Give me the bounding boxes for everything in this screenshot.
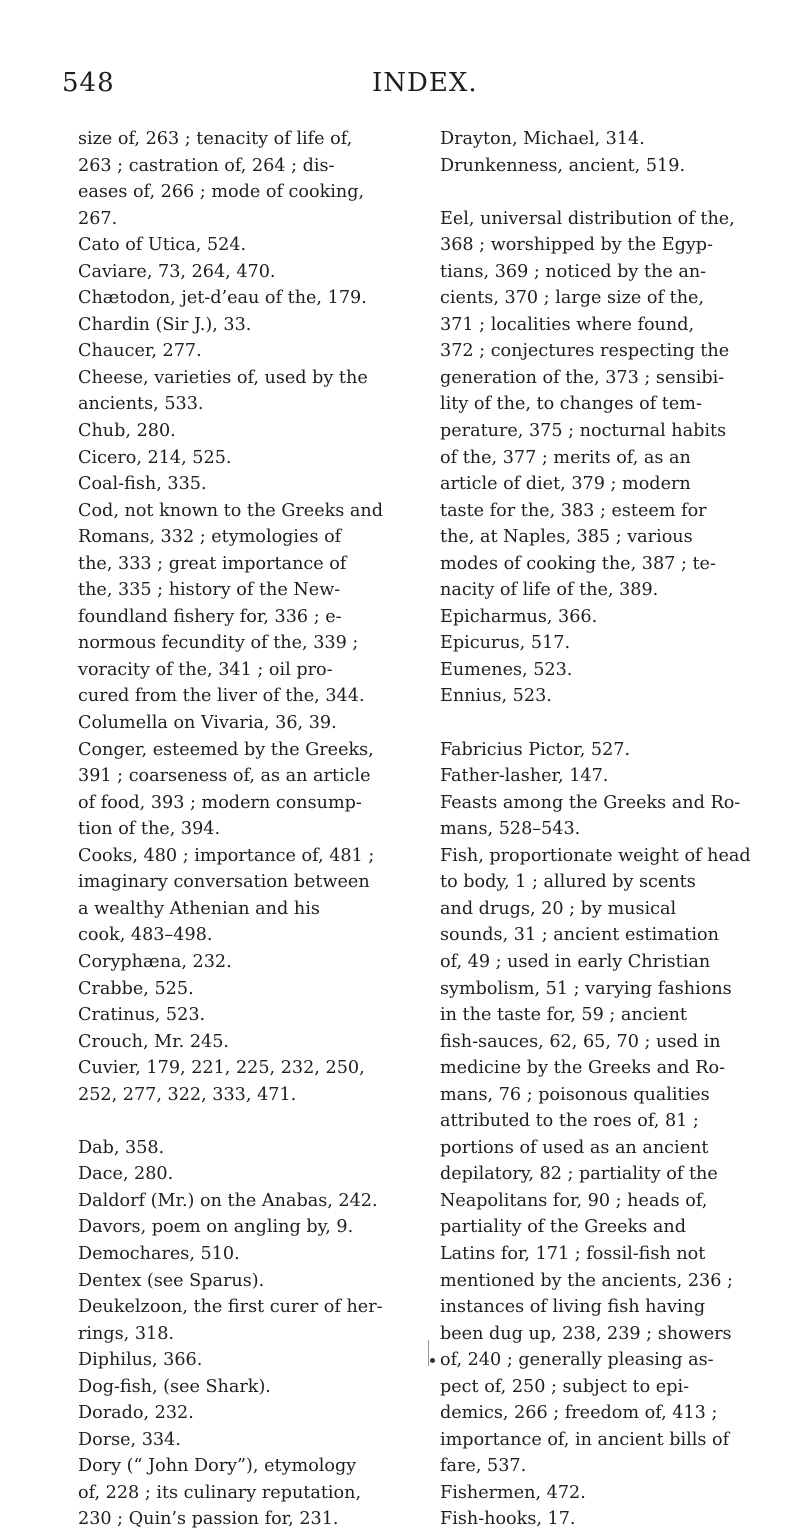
index-entry bbox=[78, 338, 418, 365]
index-entry-line: 230 ; Quin’s passion for, 231. bbox=[78, 1509, 339, 1530]
index-entry-line: Chub, 280. bbox=[78, 421, 176, 442]
index-entry-line: Dory (“ John Dory”), etymology bbox=[78, 1456, 357, 1477]
index-entry-line: in the taste for, 59 ; ancient bbox=[440, 1005, 687, 1026]
index-entry-line: Eumenes, 523. bbox=[440, 659, 573, 680]
index-entry bbox=[440, 683, 780, 710]
index-entry-line: Fabricius Pictor, 527. bbox=[440, 739, 631, 760]
index-entry bbox=[78, 232, 418, 259]
index-entry-line: attributed to the roes of, 81 ; bbox=[440, 1111, 699, 1132]
index-entry-line: the, 335 ; history of the New- bbox=[78, 580, 341, 601]
index-entry-line: medicine by the Greeks and Ro- bbox=[440, 1058, 726, 1079]
index-entry-line: fish-sauces, 62, 65, 70 ; used in bbox=[440, 1031, 721, 1052]
index-entry bbox=[78, 365, 418, 418]
index-entry-line: Davors, poem on angling by, 9. bbox=[78, 1217, 354, 1238]
index-entry-line: size of, 263 ; tenacity of life of, bbox=[78, 129, 353, 149]
index-entry-line: Romans, 332 ; etymologies of bbox=[78, 527, 342, 548]
index-entry-line: of, 240 ; generally pleasing as- bbox=[440, 1347, 780, 1374]
index-entry-line: article of diet, 379 ; modern bbox=[440, 474, 691, 495]
index-entry-line: 263 ; castration of, 264 ; dis- bbox=[78, 155, 335, 176]
index-entry-line: rings, 318. bbox=[78, 1323, 175, 1344]
index-entry-line: Cheese, varieties of, used by the bbox=[78, 367, 368, 388]
index-entry bbox=[440, 604, 780, 631]
index-entry-line: Cooks, 480 ; importance of, 481 ; bbox=[78, 845, 375, 866]
index-entry bbox=[440, 843, 780, 1480]
index-entry bbox=[78, 1055, 418, 1108]
index-entry-line: sounds, 31 ; ancient estimation bbox=[440, 925, 719, 946]
index-entry-line: Dorado, 232. bbox=[78, 1403, 194, 1424]
index-entry bbox=[440, 126, 780, 153]
index-entry-line: cured from the liver of the, 344. bbox=[78, 686, 365, 707]
index-entry-line: Deukelzoon, the first curer of her- bbox=[78, 1297, 383, 1318]
index-entry bbox=[78, 1214, 418, 1241]
index-entry-line: of the, 377 ; merits of, as an bbox=[440, 447, 691, 468]
index-entry-line: Ennius, 523. bbox=[440, 686, 552, 707]
index-entry-line: lity of the, to changes of tem- bbox=[440, 394, 702, 415]
index-entry bbox=[78, 1161, 418, 1188]
index-entry-line: tion of the, 394. bbox=[78, 819, 221, 840]
section-gap bbox=[78, 1108, 418, 1135]
index-entry-line: mans, 76 ; poisonous qualities bbox=[440, 1084, 710, 1105]
index-entry-line: importance of, in ancient bills of bbox=[440, 1429, 730, 1450]
index-entry-line: Dace, 280. bbox=[78, 1164, 174, 1185]
index-entry-line: the, 333 ; great importance of bbox=[78, 553, 347, 574]
index-entry-line: of food, 393 ; modern consump- bbox=[78, 792, 362, 813]
index-entry bbox=[78, 976, 418, 1003]
index-entry bbox=[78, 259, 418, 286]
index-entry-line: Chætodon, jet-d’eau of the, 179. bbox=[78, 288, 367, 309]
index-entry-line: Dog-fish, (see Shark). bbox=[78, 1376, 271, 1397]
running-title: INDEX. bbox=[372, 68, 478, 98]
index-entry-line: mentioned by the ancients, 236 ; bbox=[440, 1270, 733, 1291]
index-entry bbox=[78, 1135, 418, 1162]
index-entry bbox=[78, 1241, 418, 1268]
index-entry-line: Cato of Utica, 524. bbox=[78, 235, 247, 256]
index-column-left bbox=[78, 126, 418, 1533]
index-entry-line: Epicurus, 517. bbox=[440, 633, 571, 654]
index-entry-line: partiality of the Greeks and bbox=[440, 1217, 686, 1238]
index-entry bbox=[78, 1188, 418, 1215]
index-entry bbox=[78, 445, 418, 472]
index-entry-line: Father-lasher, 147. bbox=[440, 766, 609, 787]
index-entry-line: the, at Naples, 385 ; various bbox=[440, 527, 693, 548]
index-entry-line: to body, 1 ; allured by scents bbox=[440, 872, 696, 893]
index-entry-line: Coryphæna, 232. bbox=[78, 951, 232, 972]
index-entry-line: of, 228 ; its culinary reputation, bbox=[78, 1482, 362, 1503]
index-entry-line: Fish-hooks, 17. bbox=[440, 1509, 576, 1530]
index-entry bbox=[78, 1374, 418, 1401]
index-entry-line: Feasts among the Greeks and Ro- bbox=[440, 792, 741, 813]
index-entry bbox=[440, 630, 780, 657]
index-entry-line: normous fecundity of the, 339 ; bbox=[78, 633, 359, 654]
index-entry-line: portions of used as an ancient bbox=[440, 1137, 709, 1158]
index-column-right bbox=[440, 126, 780, 1533]
index-entry-line: been dug up, 238, 239 ; showers bbox=[440, 1323, 732, 1344]
index-entry bbox=[78, 418, 418, 445]
index-entry-line: mans, 528–543. bbox=[440, 819, 581, 840]
index-entry bbox=[440, 206, 780, 604]
index-entry-line: ancients, 533. bbox=[78, 394, 204, 415]
index-entry-line: a wealthy Athenian and his bbox=[78, 898, 320, 919]
index-entry bbox=[78, 710, 418, 737]
index-entry-line: modes of cooking the, 387 ; te- bbox=[440, 553, 716, 574]
index-entry bbox=[78, 312, 418, 339]
index-entry-line: depilatory, 82 ; partiality of the bbox=[440, 1164, 718, 1185]
index-entry-line: Caviare, 73, 264, 470. bbox=[78, 261, 276, 282]
index-entry bbox=[78, 949, 418, 976]
index-entry-line: 267. bbox=[78, 208, 118, 229]
index-entry-line: Cratinus, 523. bbox=[78, 1005, 206, 1026]
index-entry-line: Crouch, Mr. 245. bbox=[78, 1031, 230, 1052]
index-entry bbox=[78, 737, 418, 843]
index-entry bbox=[440, 153, 780, 180]
index-entry-line: fare, 537. bbox=[440, 1456, 527, 1477]
index-entry bbox=[78, 1347, 418, 1374]
section-gap bbox=[440, 179, 780, 206]
index-entry bbox=[78, 1002, 418, 1029]
page-number: 548 bbox=[62, 68, 115, 98]
index-entry bbox=[440, 657, 780, 684]
section-gap bbox=[440, 710, 780, 737]
index-entry-line: Crabbe, 525. bbox=[78, 978, 194, 999]
index-entry-line: Cicero, 214, 525. bbox=[78, 447, 232, 468]
index-entry-line: Latins for, 171 ; fossil-fish not bbox=[440, 1243, 706, 1264]
index-entry-line: voracity of the, 341 ; oil pro- bbox=[78, 659, 333, 680]
index-entry-line: Chaucer, 277. bbox=[78, 341, 202, 362]
index-entry bbox=[78, 126, 418, 232]
index-entry-line: Coal-fish, 335. bbox=[78, 474, 207, 495]
index-entry-line: 372 ; conjectures respecting the bbox=[440, 341, 730, 362]
index-entry-line: cients, 370 ; large size of the, bbox=[440, 288, 705, 309]
index-entry bbox=[78, 1400, 418, 1427]
index-entry-line: Cuvier, 179, 221, 225, 232, 250, bbox=[78, 1058, 365, 1079]
index-entry-line: 252, 277, 322, 333, 471. bbox=[78, 1084, 297, 1105]
index-entry-line: Epicharmus, 366. bbox=[440, 606, 598, 627]
index-entry bbox=[78, 498, 418, 710]
index-entry-line: Dorse, 334. bbox=[78, 1429, 181, 1450]
index-entry-line: foundland fishery for, 336 ; e- bbox=[78, 606, 342, 627]
index-entry-line: Diphilus, 366. bbox=[78, 1350, 203, 1371]
index-entry-line: of, 49 ; used in early Christian bbox=[440, 951, 711, 972]
index-entry-line: Conger, esteemed by the Greeks, bbox=[78, 739, 374, 760]
index-entry-line: instances of living fish having bbox=[440, 1297, 706, 1318]
index-entry-line: nacity of life of the, 389. bbox=[440, 580, 659, 601]
page-header bbox=[0, 68, 800, 108]
stray-mark bbox=[430, 1358, 435, 1363]
index-entry bbox=[440, 1480, 780, 1507]
index-entry bbox=[440, 763, 780, 790]
column-divider bbox=[428, 1340, 429, 1366]
index-entry bbox=[440, 1506, 780, 1533]
index-entry bbox=[78, 1268, 418, 1295]
index-entry bbox=[78, 471, 418, 498]
index-entry-line: Dentex (see Sparus). bbox=[78, 1270, 265, 1291]
index-entry bbox=[78, 1029, 418, 1056]
index-entry-line: symbolism, 51 ; varying fashions bbox=[440, 978, 732, 999]
index-entry-line: cook, 483–498. bbox=[78, 925, 213, 946]
index-entry bbox=[78, 285, 418, 312]
index-entry bbox=[78, 1427, 418, 1454]
index-entry bbox=[440, 790, 780, 843]
index-entry-line: Dab, 358. bbox=[78, 1137, 165, 1158]
index-entry-line: 368 ; worshipped by the Egyp- bbox=[440, 235, 713, 256]
index-entry bbox=[440, 737, 780, 764]
index-entry-line: Daldorf (Mr.) on the Anabas, 242. bbox=[78, 1190, 378, 1211]
index-entry-line: Columella on Vivaria, 36, 39. bbox=[78, 713, 337, 734]
index-entry-line: Fish, proportionate weight of head bbox=[440, 845, 751, 866]
index-entry-line: Eel, universal distribution of the, bbox=[440, 208, 735, 229]
index-entry-line: Neapolitans for, 90 ; heads of, bbox=[440, 1190, 708, 1211]
index-entry-line: Fishermen, 472. bbox=[440, 1482, 586, 1503]
index-entry-line: 371 ; localities where found, bbox=[440, 314, 695, 335]
index-entry-line: taste for the, 383 ; esteem for bbox=[440, 500, 707, 521]
index-entry-line: eases of, 266 ; mode of cooking, bbox=[78, 182, 365, 203]
index-entry bbox=[78, 843, 418, 949]
index-entry-line: Demochares, 510. bbox=[78, 1243, 240, 1264]
index-entry-line: Chardin (Sir J.), 33. bbox=[78, 314, 252, 335]
index-entry-line: tians, 369 ; noticed by the an- bbox=[440, 261, 707, 282]
index-entry-line: Drunkenness, ancient, 519. bbox=[440, 155, 686, 176]
index-entry-line: demics, 266 ; freedom of, 413 ; bbox=[440, 1403, 718, 1424]
index-entry bbox=[78, 1294, 418, 1347]
index-entry-line: Cod, not known to the Greeks and bbox=[78, 500, 383, 521]
index-entry-line: perature, 375 ; nocturnal habits bbox=[440, 421, 727, 442]
index-entry-line: imaginary conversation between bbox=[78, 872, 370, 893]
index-entry-line: and drugs, 20 ; by musical bbox=[440, 898, 677, 919]
index-entry-line: 391 ; coarseness of, as an article bbox=[78, 766, 371, 787]
index-entry-line: generation of the, 373 ; sensibi- bbox=[440, 367, 725, 388]
index-entry bbox=[78, 1453, 418, 1533]
index-entry-line: pect of, 250 ; subject to epi- bbox=[440, 1376, 690, 1397]
index-entry-line: Drayton, Michael, 314. bbox=[440, 129, 645, 149]
